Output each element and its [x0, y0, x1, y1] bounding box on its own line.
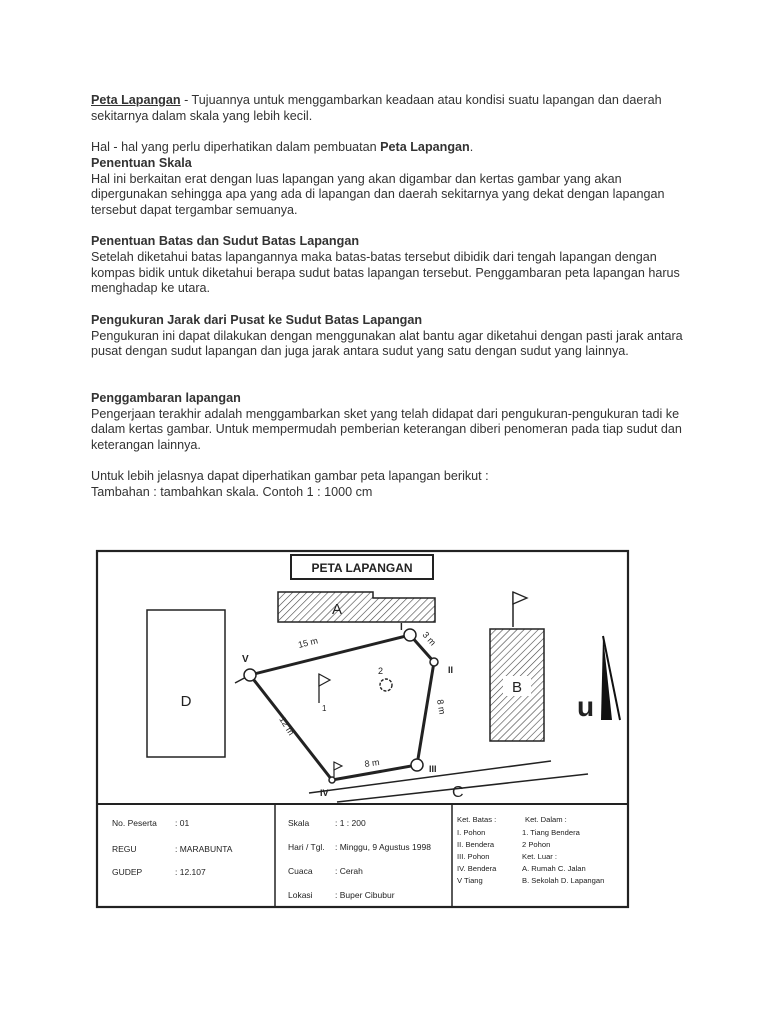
- skala-label: Skala: [288, 818, 310, 828]
- no-peserta-value: : 01: [175, 818, 190, 828]
- area-a-label: A: [332, 601, 343, 618]
- area-a-rumah: [278, 592, 435, 622]
- ket-batas-item: IV. Bendera: [457, 864, 497, 873]
- lokasi-value: : Buper Cibubur: [335, 890, 395, 900]
- corner-iii-marker: [411, 759, 423, 771]
- corner-i-label: I: [400, 622, 403, 633]
- hal-bold: Peta Lapangan: [380, 140, 470, 155]
- section-body: Pengerjaan terakhir adalah menggambarkan sket yang telah didapat dari pengukuran-pengukuran tadi ke dalam kertas gambar. Untuk mempermudah pemberian keterangan diberi penomeran pada tiap sudut dan keterangan lainnya.: [91, 406, 682, 453]
- north-arrow-icon: [601, 636, 620, 720]
- ket-dalam-title: Ket. Dalam :: [525, 815, 567, 824]
- hal-prefix: Hal - hal yang perlu diperhatikan dalam pembuatan: [91, 140, 381, 155]
- distance-ii-iii: 8 m: [435, 698, 448, 716]
- hari-value: : Minggu, 9 Agustus 1998: [335, 842, 431, 852]
- ket-batas-item: V Tiang: [457, 876, 483, 885]
- tree-icon: [380, 679, 392, 691]
- distance-iv-v: 12 m: [277, 714, 297, 738]
- ket-batas-item: II. Bendera: [457, 840, 495, 849]
- closing-line-2: Tambahan : tambahkan skala. Contoh 1 : 1000 cm: [91, 485, 373, 500]
- distance-v-i: 15 m: [297, 635, 319, 650]
- corner-v-label: V: [242, 654, 249, 665]
- cuaca-label: Cuaca: [288, 866, 313, 876]
- ket-luar-title: Ket. Luar :: [522, 852, 558, 861]
- area-d-lapangan: [147, 610, 225, 757]
- map-sketch: [90, 540, 638, 915]
- corner-iii-label: III: [429, 764, 437, 774]
- corner-i-marker: [404, 629, 416, 641]
- north-label: u: [577, 691, 595, 722]
- hari-label: Hari / Tgl.: [288, 842, 325, 852]
- area-b-label: B: [511, 679, 523, 696]
- section-heading: Pengukuran Jarak dari Pusat ke Sudut Batas Lapangan: [91, 312, 423, 327]
- section-heading: Penggambaran lapangan: [91, 390, 241, 405]
- inner-tree-label: 2: [378, 666, 384, 676]
- field-boundary: [250, 635, 434, 780]
- skala-value: : 1 : 200: [335, 818, 366, 828]
- distance-i-ii: 3 m: [420, 629, 438, 648]
- inner-flag-label: 1: [322, 704, 327, 713]
- area-c-label: C: [452, 784, 464, 801]
- document-body: [91, 93, 691, 501]
- gudep-value: : 12.107: [175, 867, 206, 877]
- gudep-label: GUDEP: [112, 867, 143, 877]
- ket-luar-item: A. Rumah C. Jalan: [522, 864, 586, 873]
- corner-iv-label: IV: [320, 788, 329, 798]
- no-peserta-label: No. Peserta: [112, 818, 157, 828]
- hal-suffix: .: [469, 140, 474, 155]
- lokasi-label: Lokasi: [288, 890, 313, 900]
- cuaca-value: : Cerah: [335, 866, 363, 876]
- closing-line-1: Untuk lebih jelasnya dapat diperhatikan gambar peta lapangan berikut :: [91, 469, 489, 484]
- section-body: Setelah diketahui batas lapangannya maka batas-batas tersebut dibidik dari tengah lapangan dengan kompas bidik untuk diketahui berapa sudut batas lapangan tersebut. Penggambaran peta lapangan harus menghadap ke utara.: [91, 250, 680, 296]
- ket-batas-title: Ket. Batas :: [457, 815, 497, 824]
- corner-ii-marker: [430, 658, 438, 666]
- corner-iv-flag-icon: [334, 762, 342, 777]
- corner-v-marker: [244, 669, 256, 681]
- intro-text: - Tujuannya untuk menggambarkan keadaan atau kondisi suatu lapangan dan daerah sekitarnya dalam skala yang lebih kecil.: [91, 93, 662, 123]
- regu-value: : MARABUNTA: [175, 844, 233, 854]
- intro-paragraph: [91, 93, 691, 124]
- ket-luar-item: B. Sekolah D. Lapangan: [522, 876, 605, 885]
- section-body: Hal ini berkaitan erat dengan luas lapangan yang akan digambar dan kertas gambar yang akan dipergunakan sehingga apa yang ada di lapangan dan daerah sekitarnya yang dekat dengan lapangan tersebut dapat tergambar semuanya.: [91, 171, 665, 217]
- flag-pole-icon: [319, 674, 330, 703]
- ket-batas-item: III. Pohon: [457, 852, 490, 861]
- section-heading: Penentuan Batas dan Sudut Batas Lapangan: [91, 234, 360, 249]
- peta-lapangan-figure: [90, 540, 638, 915]
- corner-ii-label: II: [448, 665, 454, 675]
- ket-dalam-item: 2 Pohon: [522, 840, 551, 849]
- section-heading: Penentuan Skala: [91, 155, 192, 170]
- area-d-label: D: [180, 693, 192, 710]
- ket-dalam-item: 1. Tiang Bendera: [522, 828, 580, 837]
- peta-lapangan-link[interactable]: Peta Lapangan: [91, 93, 181, 107]
- hal-line: [91, 140, 691, 156]
- map-title: PETA LAPANGAN: [311, 561, 413, 575]
- flag-icon: [513, 592, 527, 627]
- regu-label: REGU: [112, 844, 137, 854]
- ket-batas-item: I. Pohon: [457, 828, 486, 837]
- distance-iii-iv: 8 m: [363, 756, 381, 769]
- section-body: Pengukuran ini dapat dilakukan dengan menggunakan alat bantu agar diketahui dengan pasti jarak antara pusat dengan sudut lapangan dan juga jarak antara sudut yang satu dengan sudut yang lainnya.: [91, 328, 683, 359]
- corner-iv-marker: [329, 777, 335, 783]
